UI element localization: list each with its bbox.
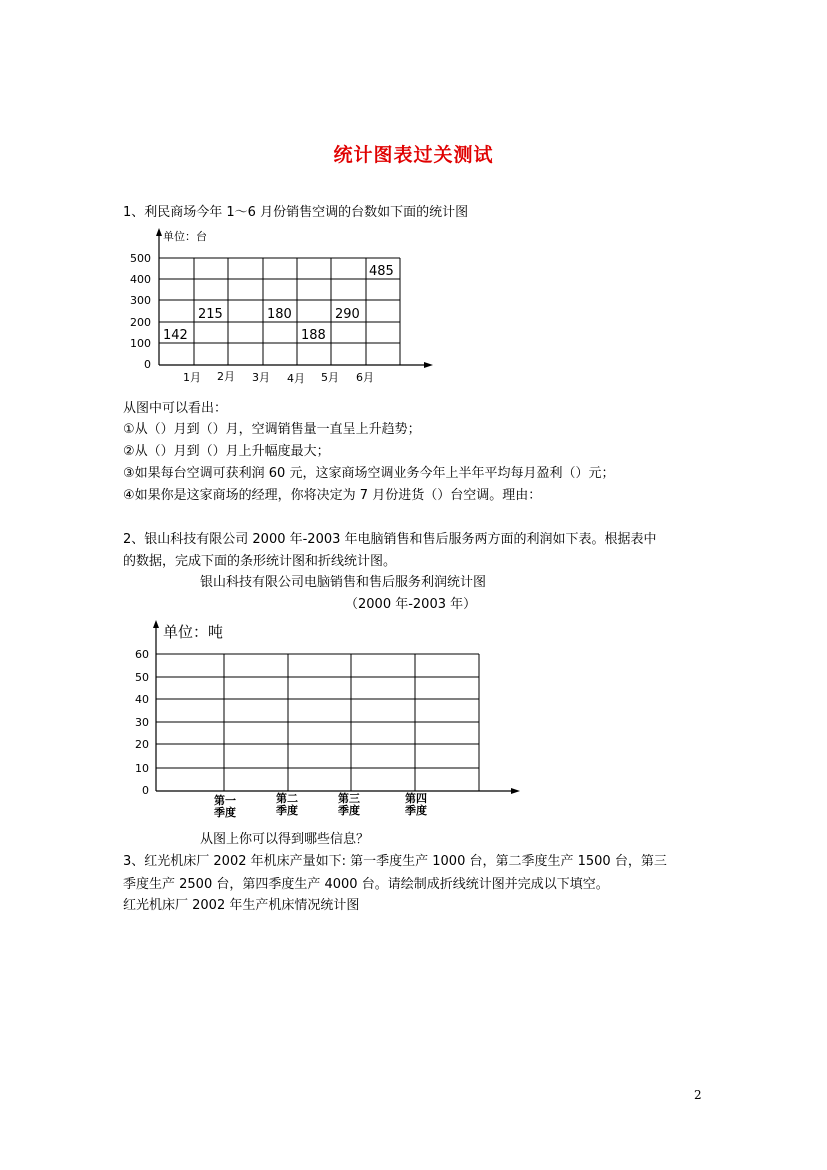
q2-y-tick: 50 [135,671,149,684]
q1-x-labels [183,370,374,385]
q2-x-label: 季度 [405,804,427,817]
q1-y-ticks [130,252,151,371]
q3-chart-title: 红光机床厂 2002 年生产机床情况统计图 [123,898,360,913]
page-title: 统计图表过关测试 [333,144,494,166]
q1-y-tick: 100 [130,337,151,350]
q2-y-ticks [135,648,149,797]
q1-question: 1、利民商场今年 1～6 月份销售空调的台数如下面的统计图 [123,205,469,220]
q2-x-arrow [511,788,520,794]
q2-question: 的数据，完成下面的条形统计图和折线统计图。 [123,554,397,569]
q2-y-tick: 40 [135,693,149,706]
q2-x-label: 第二 [276,792,298,805]
q2-x-label: 第四 [405,792,427,805]
q1-x-label: 5月 [321,371,339,384]
q2-x-label: 季度 [214,806,236,819]
q1-x-arrow [424,362,433,368]
q1-value-label: 142 [163,328,188,343]
q1-intro: 从图中可以看出： [123,401,228,416]
q2-y-tick: 30 [135,716,149,729]
q2-grid [156,654,479,791]
q1-item: ④如果你是这家商场的经理，你将决定为 7 月份进货（）台空调。理由： [123,488,542,503]
q1-value-label: 180 [267,307,292,322]
q1-chart [125,225,445,390]
q1-y-tick: 400 [130,273,151,286]
q1-item: ②从（）月到（）月上升幅度最大； [123,444,330,459]
q1-value-label: 215 [198,307,223,322]
q1-value-labels [163,264,394,343]
q2-unit-label: 单位：吨 [163,623,224,641]
q3-question: 3、红光机床厂 2002 年机床产量如下: 第一季度生产 1000 台，第二季度生产 1500 台，第三 [123,854,667,869]
page-number: 2 [694,1088,702,1102]
q1-y-tick: 300 [130,294,151,307]
q1-x-label: 6月 [356,371,374,384]
q2-chart-subtitle: （2000 年-2003 年） [345,597,477,612]
q2-x-label: 第一 [214,794,236,807]
q2-y-tick: 10 [135,762,149,775]
q2-chart-title: 银山科技有限公司电脑销售和售后服务利润统计图 [200,575,487,590]
q2-y-tick: 60 [135,648,149,661]
q1-item: ③如果每台空调可获利润 60 元，这家商场空调业务今年上半年平均每月盈利（）元； [123,466,615,481]
q2-y-tick: 20 [135,738,149,751]
q1-value-label: 290 [335,307,360,322]
q1-y-tick: 0 [144,358,151,371]
q2-y-tick: 0 [142,784,149,797]
q1-value-label: 485 [369,264,394,279]
q2-x-labels [214,791,427,819]
q2-x-label: 季度 [276,804,298,817]
q1-unit-label: 单位：台 [163,230,207,243]
q1-value-label: 188 [301,328,326,343]
q1-y-arrow [156,228,162,236]
q2-question: 2、银山科技有限公司 2000 年-2003 年电脑销售和售后服务两方面的利润如下表。根据表中 [123,532,657,547]
q1-y-tick: 500 [130,252,151,265]
q1-x-label: 1月 [183,371,201,384]
q2-chart [125,615,525,825]
q1-x-label: 3月 [252,371,270,384]
q1-item: ①从（）月到（）月，空调销售量一直呈上升趋势； [123,422,421,437]
q1-x-label: 4月 [287,372,305,385]
q2-followup: 从图上你可以得到哪些信息？ [200,832,370,847]
q1-x-label: 2月 [217,370,235,383]
q2-y-arrow [153,620,159,628]
q3-question: 季度生产 2500 台，第四季度生产 4000 台。请绘制成折线统计图并完成以下填空。 [123,877,609,892]
q2-x-label: 季度 [338,804,360,817]
q1-y-tick: 200 [130,316,151,329]
q2-x-label: 第三 [338,792,360,805]
